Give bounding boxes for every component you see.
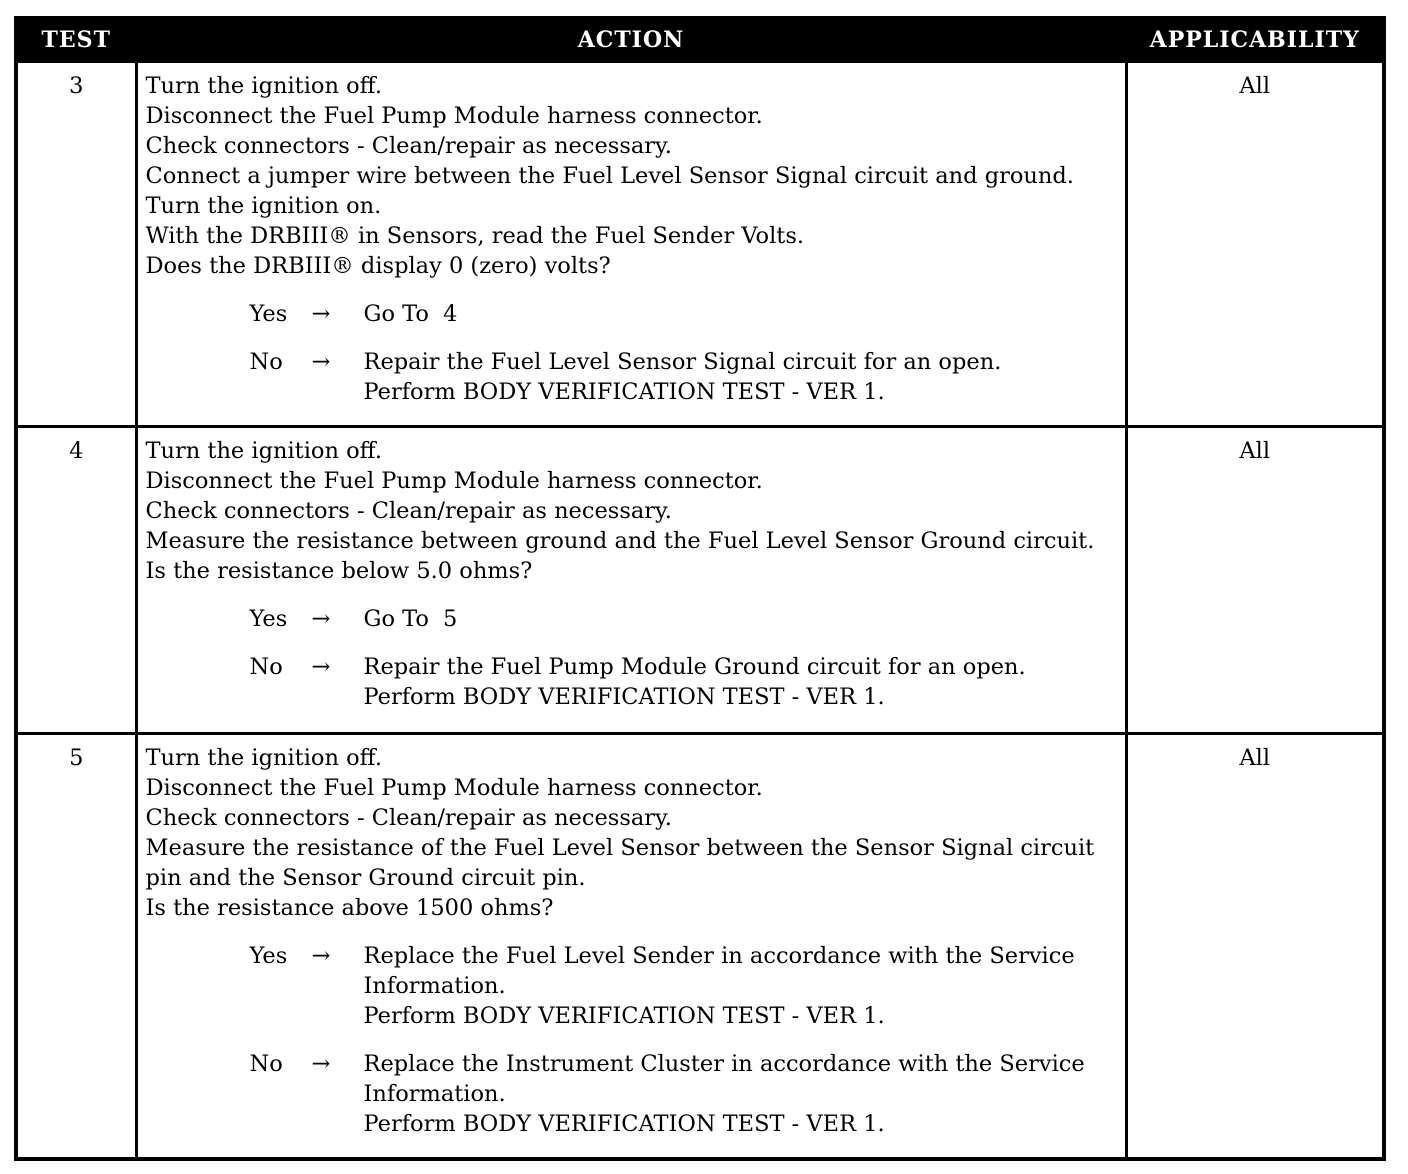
no-outcome: [364, 1049, 1117, 1139]
applicability-value: All: [1126, 62, 1384, 427]
action-cell: [136, 427, 1126, 734]
action-step: Check connectors - Clean/repair as necessary.: [145, 133, 672, 159]
no-branch: [146, 347, 1117, 407]
action-step: Disconnect the Fuel Pump Module harness connector.: [145, 103, 763, 129]
outcome-line: Replace the Instrument Cluster in accordance with the Service: [363, 1051, 1085, 1077]
right-arrow-icon: →: [311, 349, 331, 375]
action-step: Disconnect the Fuel Pump Module harness connector.: [145, 468, 763, 494]
action-step: Turn the ignition off.: [145, 438, 382, 464]
right-arrow-icon: →: [311, 606, 331, 632]
outcome-line: Perform BODY VERIFICATION TEST - VER 1.: [363, 1111, 885, 1137]
yes-branch: [146, 299, 1117, 329]
goto-text: Go To: [363, 606, 429, 632]
no-label: No: [249, 654, 283, 680]
table-header-row: [16, 18, 1384, 62]
header-test: TEST: [16, 18, 136, 62]
outcome-line: Repair the Fuel Level Sensor Signal circuit for an open.: [363, 349, 1002, 375]
action-step: Is the resistance below 5.0 ohms?: [145, 558, 533, 584]
test-number: 5: [16, 734, 136, 1160]
applicability-value: All: [1126, 427, 1384, 734]
yes-outcome: [364, 604, 1117, 634]
right-arrow-icon: →: [311, 301, 331, 327]
action-step: Check connectors - Clean/repair as necessary.: [145, 498, 672, 524]
outcome-line: Replace the Fuel Level Sender in accordance with the Service: [363, 943, 1075, 969]
goto-test-number: 5: [442, 606, 458, 632]
yes-branch: [146, 941, 1117, 1031]
action-step: Turn the ignition off.: [145, 73, 382, 99]
right-arrow-icon: →: [311, 1051, 331, 1077]
header-applicability: APPLICABILITY: [1126, 18, 1384, 62]
goto-text: Go To: [363, 301, 429, 327]
action-cell: [136, 62, 1126, 427]
action-step: Measure the resistance between ground and the Fuel Level Sensor Ground circuit.: [145, 528, 1095, 554]
yes-label: Yes: [249, 301, 288, 327]
test-number: 4: [16, 427, 136, 734]
action-step: Turn the ignition on.: [145, 193, 382, 219]
applicability-value: All: [1126, 734, 1384, 1160]
diagnostic-test-table: [14, 16, 1386, 1161]
no-outcome: [364, 652, 1117, 712]
table-row-test-4: [16, 427, 1384, 734]
header-action: ACTION: [136, 18, 1126, 62]
right-arrow-icon: →: [311, 654, 331, 680]
outcome-line: Information.: [363, 973, 506, 999]
outcome-line: Perform BODY VERIFICATION TEST - VER 1.: [363, 684, 885, 710]
action-step: Is the resistance above 1500 ohms?: [145, 895, 554, 921]
yes-outcome: [364, 299, 1117, 329]
no-branch: [146, 1049, 1117, 1139]
no-branch: [146, 652, 1117, 712]
outcome-line: Information.: [363, 1081, 506, 1107]
diagnostic-test-table-page: [14, 16, 1382, 1161]
action-step: Measure the resistance of the Fuel Level Sensor between the Sensor Signal circuit: [145, 835, 1095, 861]
action-step: Turn the ignition off.: [145, 745, 382, 771]
table-row-test-3: [16, 62, 1384, 427]
action-step: Does the DRBIII® display 0 (zero) volts?: [145, 253, 611, 279]
action-cell: [136, 734, 1126, 1160]
action-step: Connect a jumper wire between the Fuel Level Sensor Signal circuit and ground.: [145, 163, 1074, 189]
action-step: With the DRBIII® in Sensors, read the Fuel Sender Volts.: [145, 223, 805, 249]
yes-branch: [146, 604, 1117, 634]
action-step: pin and the Sensor Ground circuit pin.: [145, 865, 586, 891]
outcome-line: Perform BODY VERIFICATION TEST - VER 1.: [363, 379, 885, 405]
yes-label: Yes: [249, 943, 288, 969]
outcome-line: Repair the Fuel Pump Module Ground circuit for an open.: [363, 654, 1026, 680]
action-step: Check connectors - Clean/repair as necessary.: [145, 805, 672, 831]
action-step: Disconnect the Fuel Pump Module harness connector.: [145, 775, 763, 801]
right-arrow-icon: →: [311, 943, 331, 969]
test-number: 3: [16, 62, 136, 427]
yes-label: Yes: [249, 606, 288, 632]
no-label: No: [249, 349, 283, 375]
no-outcome: [364, 347, 1117, 407]
no-label: No: [249, 1051, 283, 1077]
goto-test-number: 4: [442, 301, 458, 327]
table-row-test-5: [16, 734, 1384, 1160]
outcome-line: Perform BODY VERIFICATION TEST - VER 1.: [363, 1003, 885, 1029]
yes-outcome: [364, 941, 1117, 1031]
